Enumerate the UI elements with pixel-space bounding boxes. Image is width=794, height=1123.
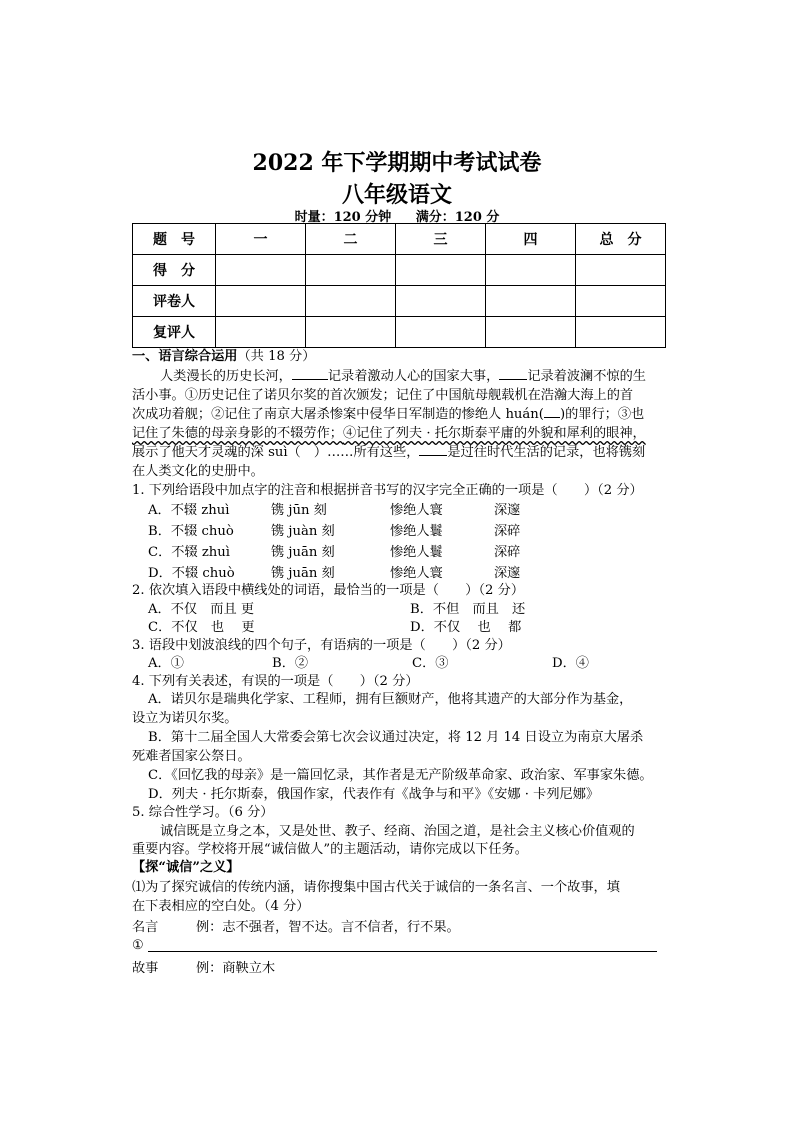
score-cell[interactable]	[216, 255, 306, 286]
table-row	[133, 255, 666, 286]
row-label: 评卷人	[133, 286, 216, 317]
question-3: 3. 语段中划波浪线的四个句子，有语病的一项是（ ）（2 分）	[132, 638, 511, 653]
section-title: 一、语言综合运用	[132, 349, 238, 364]
blank-3[interactable]	[419, 455, 447, 456]
option-text: A．诺贝尔是瑞典化学家、工程师，拥有巨额财产，他将其遗产的大部分作为基金，	[148, 692, 633, 707]
passage-text: 记录着激动人心的国家大事，	[327, 369, 500, 384]
option-text: 镌 juān 刻	[271, 566, 335, 581]
option-text: 深邃	[494, 503, 521, 518]
option-text: A．不辍 zhuì	[148, 503, 230, 518]
quote-label: 名言	[132, 920, 159, 935]
blank-1[interactable]	[292, 379, 328, 380]
question-2: 2. 依次填入语段中横线处的词语，最恰当的一项是（ ）（2 分）	[132, 583, 525, 598]
passage-line	[160, 368, 646, 386]
score-cell[interactable]	[306, 317, 396, 348]
score-cell[interactable]	[576, 286, 666, 317]
exam-title: 2022 年下学期期中考试试卷	[252, 150, 542, 176]
header-cell: 四	[486, 224, 576, 255]
score-cell[interactable]	[396, 255, 486, 286]
option-text: 镌 jūn 刻	[271, 503, 327, 518]
score-cell[interactable]	[306, 255, 396, 286]
q2-option-b[interactable]: B．不但 而且 还	[410, 602, 526, 617]
passage-text: 是过往时代生活的记录，也将镌刻	[447, 445, 646, 460]
option-text: 惨绝人鬟	[390, 524, 443, 539]
score-cell[interactable]	[216, 286, 306, 317]
score-cell[interactable]	[486, 317, 576, 348]
question-5: 5. 综合性学习。（6 分）	[132, 805, 274, 820]
q5-intro: 重要内容。学校将开展“诚信做人”的主题活动，请你完成以下任务。	[132, 842, 528, 857]
option-text: 惨绝人鬟	[390, 545, 443, 560]
header-cell: 三	[396, 224, 486, 255]
option-text: 深碎	[494, 545, 521, 560]
blank-2[interactable]	[499, 379, 527, 380]
passage-line	[132, 444, 645, 462]
score-cell[interactable]	[576, 255, 666, 286]
header-cell: 二	[306, 224, 396, 255]
score-cell[interactable]	[576, 317, 666, 348]
task-instruction: ⑴为了探究诚信的传统内涵，请你搜集中国古代关于诚信的一条名言、一个故事，填	[132, 880, 620, 895]
wavy-sentence: 记住了朱德的母亲身影的不辍劳作；	[132, 426, 343, 441]
question-1: 1. 下列给语段中加点字的注音和根据拼音书写的汉字完全正确的一项是（ ）（2 分）	[132, 483, 643, 498]
passage-line: 活小事。①历史记住了诺贝尔奖的首次颁发；记住了中国航母舰载机在浩瀚大海上的首	[132, 388, 634, 403]
time-limit: 时量：120 分钟	[294, 210, 392, 225]
q4-option-d[interactable]: D．列夫 · 托尔斯泰，俄国作家，代表作有《战争与和平》《安娜 · 卡列尼娜》	[148, 787, 600, 802]
passage-line	[132, 406, 644, 424]
score-table-header	[133, 224, 666, 255]
passage-text: 记录着波澜不惊的生	[527, 369, 646, 384]
option-text: 惨绝人寰	[390, 503, 443, 518]
passage-text: 人类漫长的历史长河，	[160, 369, 292, 384]
q3-option-d[interactable]: D．④	[552, 656, 589, 671]
passage-text: 展示了他天才灵魂的深 suì（ ）……所有这些，	[132, 445, 420, 460]
q3-option-b[interactable]: B．②	[272, 656, 309, 671]
q2-option-a[interactable]: A．不仅 而且 更	[148, 602, 255, 617]
passage-line	[132, 425, 646, 443]
answer-marker: ①	[132, 938, 144, 953]
q3-option-a[interactable]: A．①	[148, 656, 184, 671]
table-row	[133, 317, 666, 348]
task-instruction: 在下表相应的空白处。（4 分）	[132, 899, 310, 914]
wavy-sentence: ④记住了列夫 · 托尔斯泰平庸的外貌和犀利的眼神，	[343, 426, 646, 441]
question-4: 4. 下列有关表述，有误的一项是（ ）（2 分）	[132, 674, 419, 689]
q2-option-c[interactable]: C．不仅 也 更	[148, 620, 255, 635]
table-row	[133, 286, 666, 317]
story-example: 例：商鞅立木	[196, 961, 276, 976]
q3-option-c[interactable]: C．③	[412, 656, 449, 671]
option-text: B．不辍 chuò	[148, 524, 234, 539]
option-text: 设立为诺贝尔奖。	[132, 711, 238, 726]
score-cell[interactable]	[396, 317, 486, 348]
quote-example: 例：志不强者，智不达。言不信者，行不果。	[196, 920, 460, 935]
story-label: 故事	[132, 961, 159, 976]
score-cell[interactable]	[486, 255, 576, 286]
option-text: C．不辍 zhuì	[148, 545, 230, 560]
option-text: 深邃	[494, 566, 521, 581]
section-heading	[132, 348, 315, 366]
passage-text: )的罪行；③也	[559, 407, 645, 422]
passage-text: 次成功着舰；②记住了南京大屠杀惨案中侵华日军制造的惨绝人 huán(	[132, 407, 544, 422]
option-text: 镌 juān 刻	[271, 545, 335, 560]
answer-line[interactable]	[148, 951, 657, 952]
score-cell[interactable]	[486, 286, 576, 317]
score-cell[interactable]	[216, 317, 306, 348]
answer-blank[interactable]	[544, 417, 560, 418]
score-cell[interactable]	[306, 286, 396, 317]
row-label: 复评人	[133, 317, 216, 348]
option-text: 深碎	[494, 524, 521, 539]
passage-line: 在人类文化的史册中。	[132, 464, 264, 479]
q5-intro: 诚信既是立身之本，又是处世、教子、经商、治国之道，是社会主义核心价值观的	[160, 824, 635, 839]
task-heading: 【探“诚信”之义】	[132, 860, 240, 875]
full-score: 满分：120 分	[415, 210, 500, 225]
header-cell: 题 号	[133, 224, 216, 255]
option-text: 镌 juàn 刻	[271, 524, 335, 539]
q4-option-c[interactable]: C．《回忆我的母亲》是一篇回忆录，其作者是无产阶级革命家、政治家、军事家朱德。	[148, 768, 653, 783]
option-text: 死难者国家公祭日。	[132, 749, 251, 764]
score-table	[132, 223, 666, 348]
option-text: D．不辍 chuò	[148, 566, 235, 581]
section-points: （共 18 分）	[237, 349, 316, 364]
header-cell: 一	[216, 224, 306, 255]
row-label: 得 分	[133, 255, 216, 286]
score-cell[interactable]	[396, 286, 486, 317]
exam-subject: 八年级语文	[341, 182, 452, 208]
header-cell: 总 分	[576, 224, 666, 255]
option-text: B．第十二届全国人大常委会第七次会议通过决定，将 12 月 14 日设立为南京大屠杀	[148, 730, 644, 745]
option-text: 惨绝人寰	[390, 566, 443, 581]
q2-option-d[interactable]: D．不仅 也 都	[410, 620, 522, 635]
